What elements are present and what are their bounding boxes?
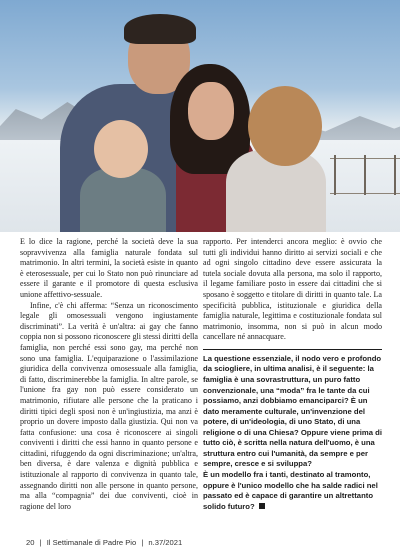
man-hair — [124, 14, 196, 44]
fence-post — [334, 155, 336, 195]
article-paragraph: Infine, c'è chi afferma: “Senza un riconoscimento legale gli omosessuali vengono ingiustamente discriminati”. La verità è un'altra: ai gay che fanno coppia non si possono riconoscere gli stessi diritti della famiglia, non perché essi sono gay, ma perché non sono una famiglia. L'equiparazione o l'assimilazione giuridica della convivenza omosessuale alla famiglia, di fatto, discriminerebbe la famiglia. In altre parole, se l'unione fra gay non può essere considerato un matrimonio, rifiutare alle persone che la praticano i diritti tipici degli sposi non è un'ingiustizia, ma anzi è proprio un dovere imposto dalla giustizia. Qui non va fatta confusione: una cosa è riconoscere ai singoli conviventi i diritti che essi hanno in quanto persone e cittadini, rifuggendo da ogni discriminazione; un'altra, ben diversa, è dare valenza e dignità pubblica e istituzionale al rapporto di convivenza in quanto tale, assegnando diritti non alle persone in quanto persone, ma alla “compagnia” dei due conviventi, cioè in ragione del loro — [20, 300, 198, 511]
publication-name: Il Settimanale di Padre Pio — [46, 538, 137, 547]
woman-face — [188, 82, 234, 140]
page-number: 20 — [26, 538, 35, 547]
article-paragraph: E lo dice la ragione, perché la società deve la sua sopravvivenza alla famiglia naturale fondata sul matrimonio. In altri termini, la società esiste in quanto è eterosessuale, per cui lo Stato non può rinunciare ad essere il garante e il promotore di questa esclusiva unione affettivo-sessuale. — [20, 237, 198, 299]
fence — [330, 158, 400, 194]
footer-separator: | — [141, 538, 144, 547]
fence-post — [364, 155, 366, 195]
fence-post — [394, 155, 396, 195]
pull-quote — [203, 349, 382, 512]
footer-separator: | — [39, 538, 42, 547]
family-photo — [0, 0, 400, 232]
page-footer — [26, 538, 185, 547]
end-square-icon — [259, 503, 265, 509]
pull-quote-paragraph: È un modello fra i tanti, destinato al tramonto, oppure è l'unico modello che ha salde radici nel passato ed è capace di garantire un altrettanto solido futuro? — [203, 469, 378, 511]
baby-head — [94, 120, 148, 178]
issue-number: n.37/2021 — [148, 538, 183, 547]
article-body — [20, 232, 382, 526]
girl-hair — [248, 86, 322, 166]
article-paragraph: rapporto. Per intenderci ancora meglio: è ovvio che tutti gli individui hanno diritto ai servizi sociali e che ad ogni singolo cittadino deve essere assicurata la tutela sociale dovuta alla persona, ma solo il rapporto, il legame familiare posto in essere dai cittadini che si sposano è soggetto e titolare di diritti in quanto tale. La specificità pubblica, istituzionale e giuridica della famiglia naturale, legittima e costituzionale fondata sul matrimonio, insomma, non si può in alcun modo cancellare né annacquare. — [203, 237, 382, 342]
article-left-column — [20, 237, 198, 512]
pull-quote-paragraph: La questione essenziale, il nodo vero e profondo da sciogliere, in ultima analisi, è il seguente: la famiglia è una sovrastruttura, un puro fatto convenzionale, una “moda” fra le tante da cui possiamo, anzi dobbiamo emanciparci? È un dato meramente culturale, un'invenzione del potere, di un'ideologia, di uno Stato, di una religione o di una Chiesa? Oppure viene prima di tutto ciò, è scritta nella natura dell'uomo, è una struttura entro cui l'umanità, da sempre e per sempre, cresce e si sviluppa? — [203, 353, 382, 469]
article-right-column — [203, 237, 382, 512]
